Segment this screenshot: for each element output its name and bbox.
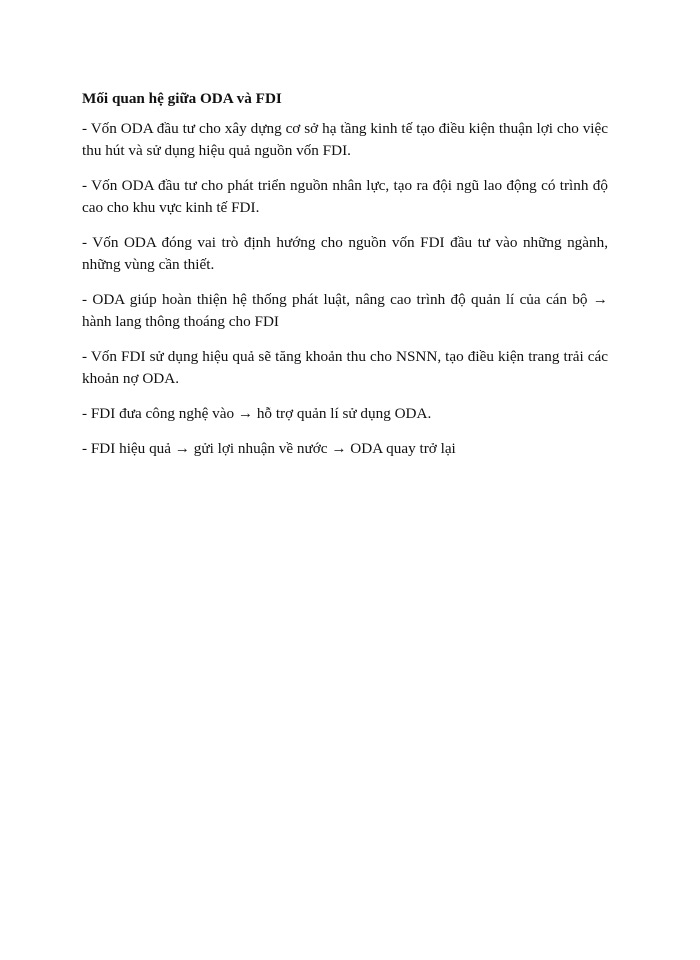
paragraph-technology: - FDI đưa công nghệ vào → hỗ trợ quản lí sử dụng ODA. [82,405,432,422]
paragraph-human-resources: - Vốn ODA đầu tư cho phát triển nguồn nhân lực, tạo ra đội ngũ lao động có trình độ cao cho khu vực kinh tế FDI. [82,177,608,216]
paragraph-budget-revenue: - Vốn FDI sử dụng hiệu quả sẽ tăng khoản thu cho NSNN, tạo điều kiện trang trải các khoản nợ ODA. [82,348,608,387]
paragraph-orientation: - Vốn ODA đóng vai trò định hướng cho nguồn vốn FDI đầu tư vào những ngành, những vùng cần thiết. [82,234,608,273]
paragraph-legal-system: - ODA giúp hoàn thiện hệ thống phát luật, nâng cao trình độ quản lí của cán bộ → hành lang thông thoáng cho FDI [82,291,608,330]
paragraph-infrastructure: - Vốn ODA đầu tư cho xây dựng cơ sở hạ tầng kinh tế tạo điều kiện thuận lợi cho việc thu hút và sử dụng hiệu quả nguồn vốn FDI. [82,120,608,159]
document-title: Mối quan hệ giữa ODA và FDI [82,90,282,107]
paragraph-profit-return: - FDI hiệu quả → gửi lợi nhuận về nước → ODA quay trở lại [82,440,456,457]
document-body [82,88,608,473]
